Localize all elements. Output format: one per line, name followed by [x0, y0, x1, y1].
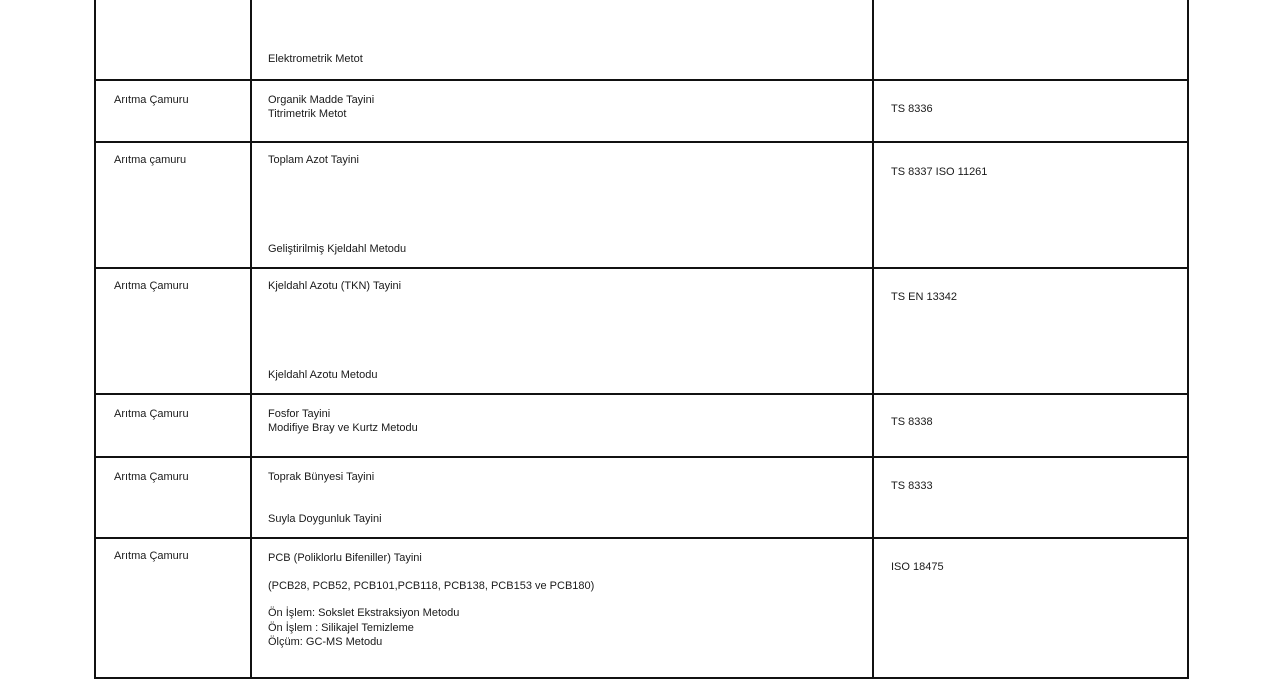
matrix-text: Arıtma çamuru: [114, 154, 187, 166]
table-row: [95, 457, 1188, 538]
matrix-cell: [95, 80, 251, 142]
method-cell: [251, 80, 873, 142]
method-line: Toplam Azot Tayini: [268, 154, 359, 166]
method-cell: [251, 0, 873, 80]
method-cell: [251, 268, 873, 394]
matrix-text: Arıtma Çamuru: [114, 280, 189, 292]
matrix-text: Arıtma Çamuru: [114, 471, 189, 483]
method-line: Toprak Bünyesi Tayini: [268, 471, 375, 483]
method-line: Ölçüm: GC-MS Metodu: [268, 636, 383, 648]
matrix-cell: [95, 268, 251, 394]
standard-text: TS 8337 ISO 11261: [891, 166, 988, 178]
table-row: [95, 394, 1188, 457]
matrix-text: Arıtma Çamuru: [114, 550, 189, 562]
method-line: Geliştirilmiş Kjeldahl Metodu: [268, 243, 407, 255]
method-line: Kjeldahl Azotu Metodu: [268, 369, 378, 381]
standard-cell: [873, 394, 1188, 457]
standard-text: TS 8338: [891, 416, 933, 428]
table-row: [95, 268, 1188, 394]
method-line: PCB (Poliklorlu Bifeniller) Tayini: [268, 552, 422, 564]
standard-cell: [873, 538, 1188, 678]
table-row: [95, 142, 1188, 268]
method-cell: [251, 394, 873, 457]
matrix-cell: [95, 394, 251, 457]
method-line: Suyla Doygunluk Tayini: [268, 513, 382, 525]
standard-cell: [873, 80, 1188, 142]
standard-text: TS 8333: [891, 480, 933, 492]
standard-cell: [873, 268, 1188, 394]
standard-text: TS 8336: [891, 103, 933, 115]
table-row: [95, 538, 1188, 678]
methods-table: [94, 0, 1189, 679]
matrix-cell: [95, 457, 251, 538]
matrix-cell: [95, 538, 251, 678]
method-line: (PCB28, PCB52, PCB101,PCB118, PCB138, PCB153 ve PCB180): [268, 580, 595, 592]
method-line: Kjeldahl Azotu (TKN) Tayini: [268, 280, 402, 292]
method-cell: [251, 538, 873, 678]
table-row: [95, 80, 1188, 142]
standard-text: ISO 18475: [891, 561, 944, 573]
method-line: Elektrometrik Metot: [268, 53, 363, 65]
method-cell: [251, 457, 873, 538]
method-line: Ön İşlem: Sokslet Ekstraksiyon Metodu: [268, 607, 460, 619]
method-cell: [251, 142, 873, 268]
method-line: Organik Madde Tayini: [268, 94, 375, 106]
standard-cell: [873, 457, 1188, 538]
table-row: [95, 0, 1188, 80]
matrix-text: Arıtma Çamuru: [114, 94, 189, 106]
standard-text: TS EN 13342: [891, 291, 958, 303]
standard-cell: [873, 142, 1188, 268]
method-line: Fosfor Tayini: [268, 408, 331, 420]
method-line: Modifiye Bray ve Kurtz Metodu: [268, 422, 418, 434]
matrix-text: Arıtma Çamuru: [114, 408, 189, 420]
method-line: Titrimetrik Metot: [268, 108, 347, 120]
method-line: Ön İşlem : Silikajel Temizleme: [268, 622, 414, 634]
matrix-cell: [95, 142, 251, 268]
matrix-cell: [95, 0, 251, 80]
standard-cell: [873, 0, 1188, 80]
